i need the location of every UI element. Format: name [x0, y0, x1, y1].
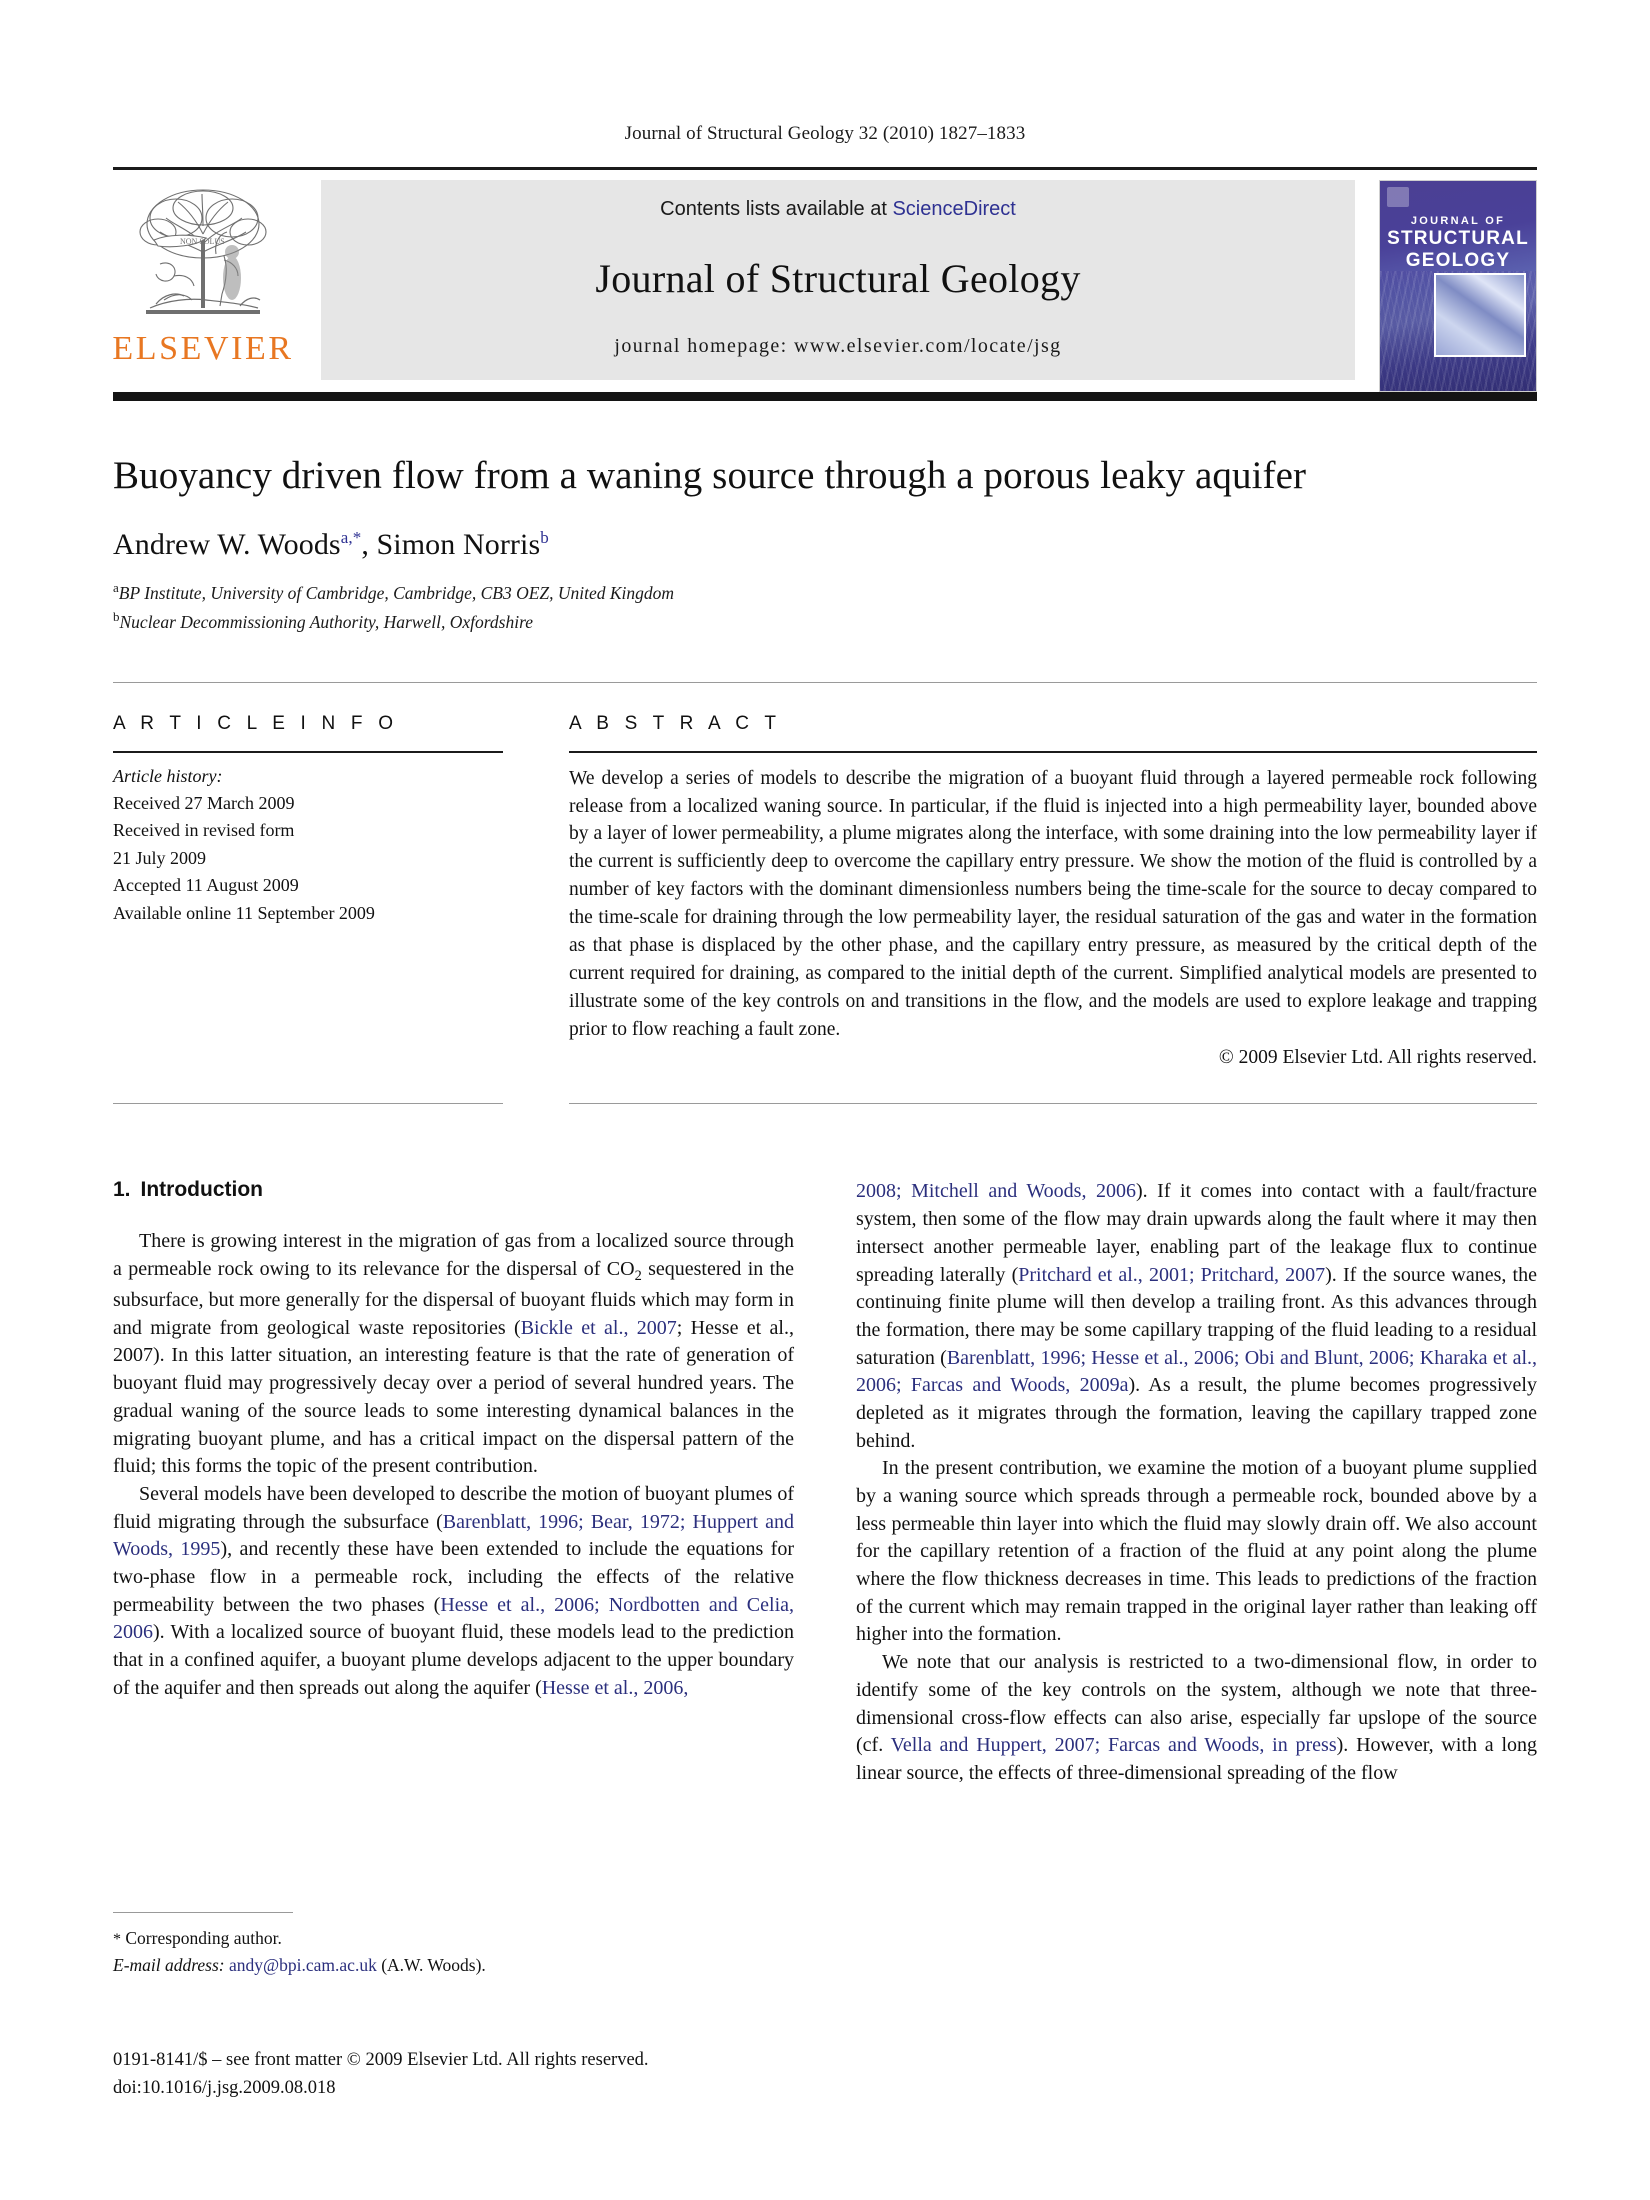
article-info-column: [113, 713, 503, 1070]
elsevier-logo: [113, 180, 293, 386]
text-run: ; Hesse et al., 2007). In this latter situation, an interesting feature is that the rate of generation of buoyant fluid may progressively decay over a period of several hundred years. The gradual waning of the source leads to some interesting dynamical balances in the migrating buoyant plume, and has a critical impact on the dispersal pattern of the fluid; this forms the topic of the present contribution.: [113, 1316, 794, 1478]
affiliation-a-text: BP Institute, University of Cambridge, Cambridge, CB3 OEZ, United Kingdom: [118, 582, 675, 603]
right-column-paragraphs: [856, 1178, 1537, 1787]
article-body: [113, 1178, 1537, 1787]
corresponding-author-line: [113, 1925, 773, 1952]
section-title: Introduction: [140, 1178, 263, 1202]
citation-link[interactable]: Barenblatt, 1996; Bear, 1972; Huppert and Woods, 1995: [113, 1510, 795, 1561]
elsevier-tree-icon: [128, 182, 278, 330]
citation-link[interactable]: Vella and Huppert, 2007; Farcas and Woods, in press: [890, 1734, 1337, 1757]
svg-text:NON SOLUS: NON SOLUS: [180, 237, 225, 246]
history-line-3: Accepted 11 August 2009: [113, 875, 299, 896]
cover-title-line2: STRUCTURAL: [1387, 227, 1529, 249]
doi-line: doi:10.1016/j.jsg.2009.08.018: [113, 2078, 336, 2099]
history-line-2: 21 July 2009: [113, 847, 207, 868]
email-line: [113, 1952, 773, 1978]
abstract-text: We develop a series of models to describe the migration of a buoyant fluid through a layered permeable rock following release from a localized waning source. In particular, if the fluid is injected into a high permeability layer, bounded above by a layer of lower permeability, a plume migrates along the interface, with some draining into the low permeability layer if the current is sufficiently deep to overcome the capillary entry pressure. We show the motion of the fluid is controlled by a number of key factors with the dominant dimensionless numbers being the time-scale for the source to decay compared to the time-scale for draining through the low permeability layer, the residual saturation of the gas and water in the formation as that phase is displaced by the other phase, and the capillary entry pressure, as measured by the critical depth of the current required for draining, as compared to the initial depth of the current. Simplified analytical models are presented to illustrate some of the key controls on and transitions in the flow, and the models are used to explore leakage and trapping prior to flow reaching a fault zone.: [569, 767, 1537, 1040]
cover-inset-artwork: [1434, 273, 1526, 357]
journal-title: Journal of Structural Geology: [595, 255, 1081, 301]
citation-link[interactable]: Barenblatt, 1996; Hesse et al., 2006; Obi and Blunt, 2006; Kharaka et al., 2006; Farcas and Woods, 2009a: [856, 1346, 1537, 1397]
info-abstract-bottom-rules: [113, 1103, 1537, 1104]
email-label: E-mail address:: [113, 1955, 225, 1975]
journal-banner: [321, 180, 1355, 380]
abstract-column: [569, 713, 1537, 1070]
left-column-paragraphs: [113, 1228, 794, 1702]
paragraph: [856, 1649, 1537, 1787]
title-block: [113, 453, 1537, 636]
paragraph: [113, 1481, 794, 1703]
cover-title-line1: JOURNAL OF: [1410, 215, 1506, 227]
citation-link[interactable]: Hesse et al., 2006; Nordbotten and Celia, 2006: [113, 1593, 794, 1644]
history-line-1: Received in revised form: [113, 820, 295, 841]
elsevier-wordmark: ELSEVIER: [112, 330, 294, 367]
affiliation-b-marker: b: [113, 608, 120, 624]
text-run: There is growing interest in the migration of gas from a localized source through a permeable rock owing to its relevance for the dispersal of CO: [113, 1230, 794, 1281]
contents-prefix: Contents lists available at: [660, 198, 893, 220]
running-head: Journal of Structural Geology 32 (2010) 1827–1833: [624, 123, 1026, 144]
front-matter-line: 0191-8141/$ – see front matter © 2009 Elsevier Ltd. All rights reserved.: [113, 2050, 649, 2070]
subscript: 2: [634, 1268, 642, 1285]
footnote-rule: [113, 1912, 293, 1913]
text-run: ). If the source wanes, the continuing finite plume will then develop a trailing front. As this advances through the formation, there may be some capillary trapping of the fluid leading to a residual saturation (: [856, 1263, 1537, 1369]
text-run: ). If it comes into contact with a fault/fracture system, then some of the flow may drain upwards along the fault where it may then intersect another permeable layer, enabling part of the leakage flux to continue spreading laterally (: [856, 1180, 1537, 1286]
citation-link[interactable]: Hesse et al., 2006,: [541, 1676, 689, 1699]
body-column-right: [856, 1178, 1537, 1787]
paragraph: [856, 1455, 1537, 1649]
text-run: In the present contribution, we examine the motion of a buoyant plume supplied by a waning source which spreads through a permeable rock, bounded above by a less permeable thin layer into which the fluid may slowly drain off. We also account for the capillary retention of a fraction of the fluid at any point along the plume where the flow thickness decreases in time. This leads to predictions of the fraction of the current which may remain trapped in the original layer rather than leaking off higher into the formation.: [856, 1457, 1537, 1646]
cover-title: [1380, 215, 1536, 273]
history-line-0: Received 27 March 2009: [113, 793, 295, 814]
author-woods-marker: a,*: [340, 527, 362, 547]
paragraph: [113, 1228, 794, 1480]
text-run: ). With a localized source of buoyant fluid, these models lead to the prediction that in a confined aquifer, a buoyant plume develops adjacent to the upper boundary of the aquifer and then spreads out along the aquifer (: [113, 1621, 794, 1699]
journal-masthead: [113, 167, 1537, 383]
text-run: ), and recently these have been extended to include the equations for two-phase flow in a permeable rock, including the effects of the relative permeability between the two phases (: [113, 1538, 795, 1616]
citation-link[interactable]: 2008; Mitchell and Woods, 2006: [856, 1180, 1136, 1203]
affiliation-a: [113, 578, 1537, 607]
sciencedirect-link[interactable]: ScienceDirect: [892, 198, 1016, 220]
abstract-rule: [569, 751, 1537, 753]
elsevier-mark-icon: [1387, 187, 1409, 207]
article-info-heading: A R T I C L E I N F O: [113, 712, 399, 734]
article-info-rule: [113, 751, 503, 753]
masthead-bottom-rule: [113, 392, 1537, 401]
corresponding-author-footnote: [113, 1912, 773, 1978]
text-run: ). However, with a long linear source, the effects of three-dimensional spreading of the flow: [856, 1734, 1538, 1784]
author-norris: , Simon Norris: [361, 527, 541, 561]
info-bottom-rule-right: [569, 1103, 1537, 1104]
contents-available-line: [660, 198, 1016, 221]
affiliation-a-marker: a: [113, 579, 119, 595]
text-run: sequestered in the subsurface, but more generally for the dispersal of buoyant fluids which may form in and migrate from geological waste repositories (: [113, 1258, 795, 1339]
page-title: Buoyancy driven flow from a waning source through a porous leaky aquifer: [113, 454, 1307, 497]
citation-link[interactable]: Bickle et al., 2007: [520, 1316, 677, 1339]
footnote-asterisk: *: [113, 1931, 121, 1948]
article-history-label: Article history:: [113, 765, 223, 786]
journal-homepage-link[interactable]: journal homepage: www.elsevier.com/locate/jsg: [614, 335, 1062, 357]
section-heading-introduction: [113, 1178, 794, 1202]
affiliation-b-text: Nuclear Decommissioning Authority, Harwell, Oxfordshire: [119, 611, 533, 632]
info-bottom-rule-left: [113, 1103, 503, 1104]
abstract-copyright: © 2009 Elsevier Ltd. All rights reserved.: [1218, 1047, 1537, 1069]
body-column-left: [113, 1178, 794, 1787]
author-woods: Andrew W. Woods: [113, 527, 341, 561]
journal-cover-thumbnail: [1379, 180, 1537, 392]
text-run: Several models have been developed to describe the motion of buoyant plumes of fluid migrating through the subsurface (: [113, 1482, 794, 1533]
info-abstract-region: [113, 682, 1537, 1070]
author-norris-marker: b: [540, 527, 549, 547]
abstract-heading: A B S T R A C T: [569, 712, 782, 734]
cover-title-line3: GEOLOGY: [1405, 250, 1511, 272]
email-address-link[interactable]: andy@bpi.cam.ac.uk: [229, 1955, 377, 1975]
affiliation-b: [113, 607, 1537, 636]
text-run: We note that our analysis is restricted to a two-dimensional flow, in order to identify some of the key controls on the system, although we note that three-dimensional cross-flow effects can also arise, especially far upslope of the source (cf.: [856, 1651, 1537, 1757]
history-line-4: Available online 11 September 2009: [113, 902, 375, 923]
paragraph: [856, 1178, 1537, 1455]
citation-link[interactable]: Pritchard et al., 2001; Pritchard, 2007: [1018, 1263, 1326, 1286]
section-number: 1.: [113, 1178, 131, 1202]
author-list: [113, 528, 1537, 562]
text-run: ). As a result, the plume becomes progressively depleted as it migrates through the formation, leaving the capillary trapped zone behind.: [856, 1374, 1537, 1452]
article-history: [113, 763, 503, 927]
imprint-block: [113, 2046, 649, 2102]
email-owner: (A.W. Woods).: [381, 1955, 486, 1975]
corresponding-author-text: Corresponding author.: [125, 1928, 282, 1948]
affiliation-list: [113, 578, 1537, 636]
